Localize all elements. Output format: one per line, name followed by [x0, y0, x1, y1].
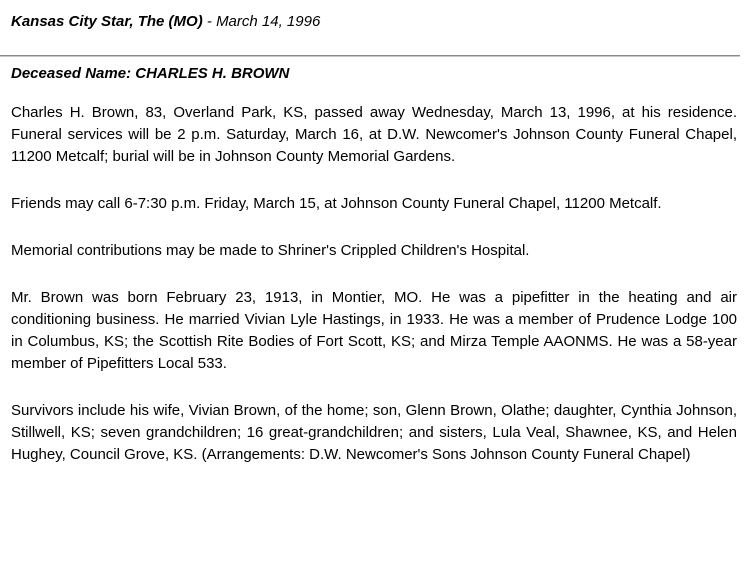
obituary-body — [11, 102, 737, 491]
paragraph-services: Charles H. Brown, 83, Overland Park, KS, passed away Wednesday, March 13, 1996, at his residence. Funeral services will be 2 p.m. Saturday, March 16, at D.W. Newcomer's Johnson County Funeral Chapel, 11200 Metcalf; burial will be in Johnson County Memorial Gardens. — [11, 104, 737, 165]
paragraph-memorials: Memorial contributions may be made to Shriner's Crippled Children's Hospital. — [11, 242, 530, 259]
paragraph-biography: Mr. Brown was born February 23, 1913, in Montier, MO. He was a pipefitter in the heating and air conditioning business. He married Vivian Lyle Hastings, in 1933. He was a member of Prudence Lodge 100 in Columbus, KS; the Scottish Rite Bodies of Fort Scott, KS; and Mirza Temple AAONMS. He was a 58-year member of Pipefitters Local 533. — [11, 289, 737, 372]
article-header — [11, 13, 320, 30]
paragraph-visitation: Friends may call 6-7:30 p.m. Friday, March 15, at Johnson County Funeral Chapel, 11200 Metcalf. — [11, 195, 662, 212]
deceased-heading — [11, 65, 289, 82]
publication-date: March 14, 1996 — [216, 13, 321, 30]
paragraph-survivors: Survivors include his wife, Vivian Brown, of the home; son, Glenn Brown, Olathe; daughter, Cynthia Johnson, Stillwell, KS; seven grandchildren; 16 great-grandchildren; and sisters, Lula Veal, Shawnee, KS, and Helen Hughey, Council Grove, KS. (Arrangements: D.W. Newcomer's Sons Johnson County Funeral Chapel) — [11, 402, 737, 463]
deceased-label: Deceased Name: — [11, 65, 136, 82]
header-separator: - — [202, 13, 217, 30]
publication-name: Kansas City Star, The (MO) — [11, 13, 203, 30]
header-divider — [0, 55, 740, 57]
deceased-name: CHARLES H. BROWN — [135, 65, 290, 82]
